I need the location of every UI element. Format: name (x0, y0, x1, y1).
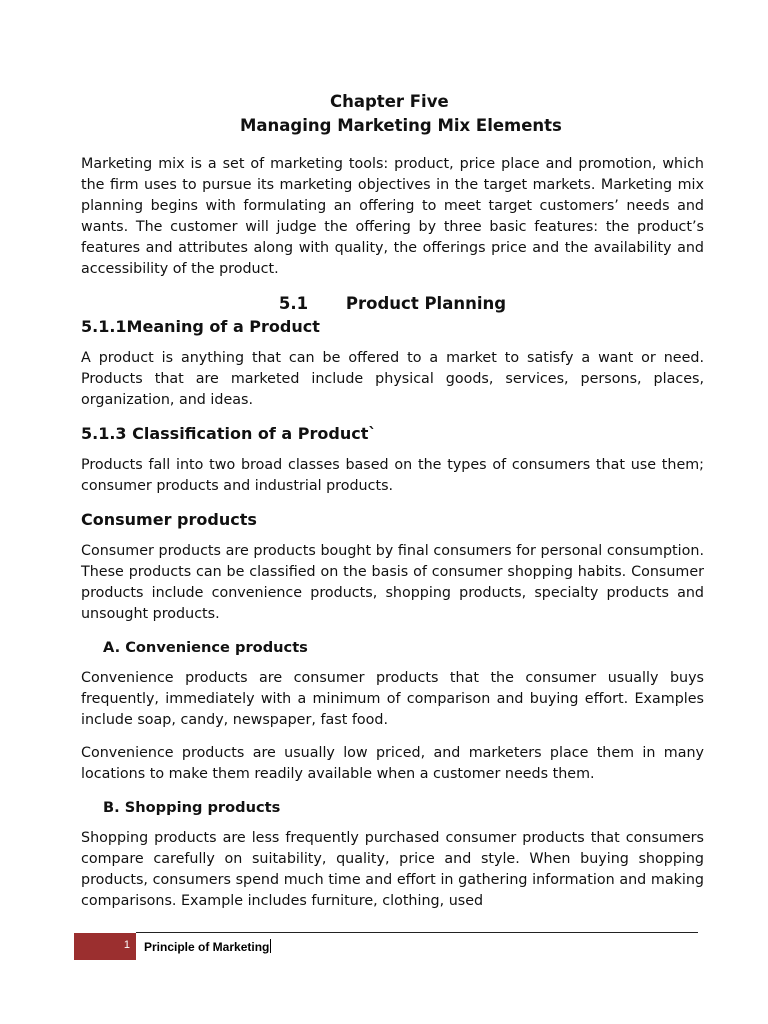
consumer-products-heading: Consumer products (81, 510, 257, 529)
document-body (81, 154, 704, 924)
text-cursor (270, 939, 271, 953)
footer-title (144, 939, 271, 954)
meaning-paragraph: A product is anything that can be offered to a market to satisfy a want or need. Products that are marketed include physical goods, services, persons, places, organization, and ideas. (81, 350, 704, 408)
classification-paragraph: Products fall into two broad classes based on the types of consumers that use them; consumer products and industrial products. (81, 457, 704, 494)
page-footer (74, 932, 698, 960)
intro-paragraph: Marketing mix is a set of marketing tools: product, price place and promotion, which the firm uses to pursue its marketing objectives in the target markets. Marketing mix planning begins with formulating an offering to meet target customers’ needs and wants. The customer will judge the offering by three basic features: the product’s features and attributes along with quality, the offerings price and the availability and accessibility of the product. (81, 156, 704, 277)
chapter-subtitle: Managing Marketing Mix Elements (240, 116, 562, 135)
convenience-products-heading: A. Convenience products (103, 639, 308, 656)
footer-page-box (74, 933, 136, 960)
convenience-paragraph-2: Convenience products are usually low priced, and marketers place them in many locations to make them readily available when a customer needs them. (81, 745, 704, 782)
section-number: 5.1 (278, 294, 309, 313)
section-heading (81, 292, 704, 316)
convenience-paragraph-1: Convenience products are consumer products that the consumer usually buys frequently, immediately with a minimum of comparison and buying effort. Examples include soap, candy, newspaper, fast food. (81, 670, 704, 728)
shopping-products-heading: B. Shopping products (103, 799, 281, 816)
meaning-heading: 5.1.1Meaning of a Product (81, 317, 320, 336)
page-number: 1 (123, 939, 130, 951)
classification-heading: 5.1.3 Classification of a Product` (81, 424, 377, 443)
consumer-products-paragraph: Consumer products are products bought by final consumers for personal consumption. These products can be classified on the basis of consumer shopping habits. Consumer products include convenience products, shopping products, specialty products and unsought products. (81, 543, 704, 622)
footer-title-text: Principle of Marketing (144, 940, 270, 954)
chapter-title: Chapter Five (330, 92, 449, 111)
section-title: Product Planning (345, 294, 507, 313)
footer-rule (136, 932, 698, 933)
shopping-paragraph: Shopping products are less frequently purchased consumer products that consumers compare carefully on suitability, quality, price and style. When buying shopping products, consumers spend much time and effort in gathering information and making comparisons. Example includes furniture, clothing, used (81, 830, 704, 909)
